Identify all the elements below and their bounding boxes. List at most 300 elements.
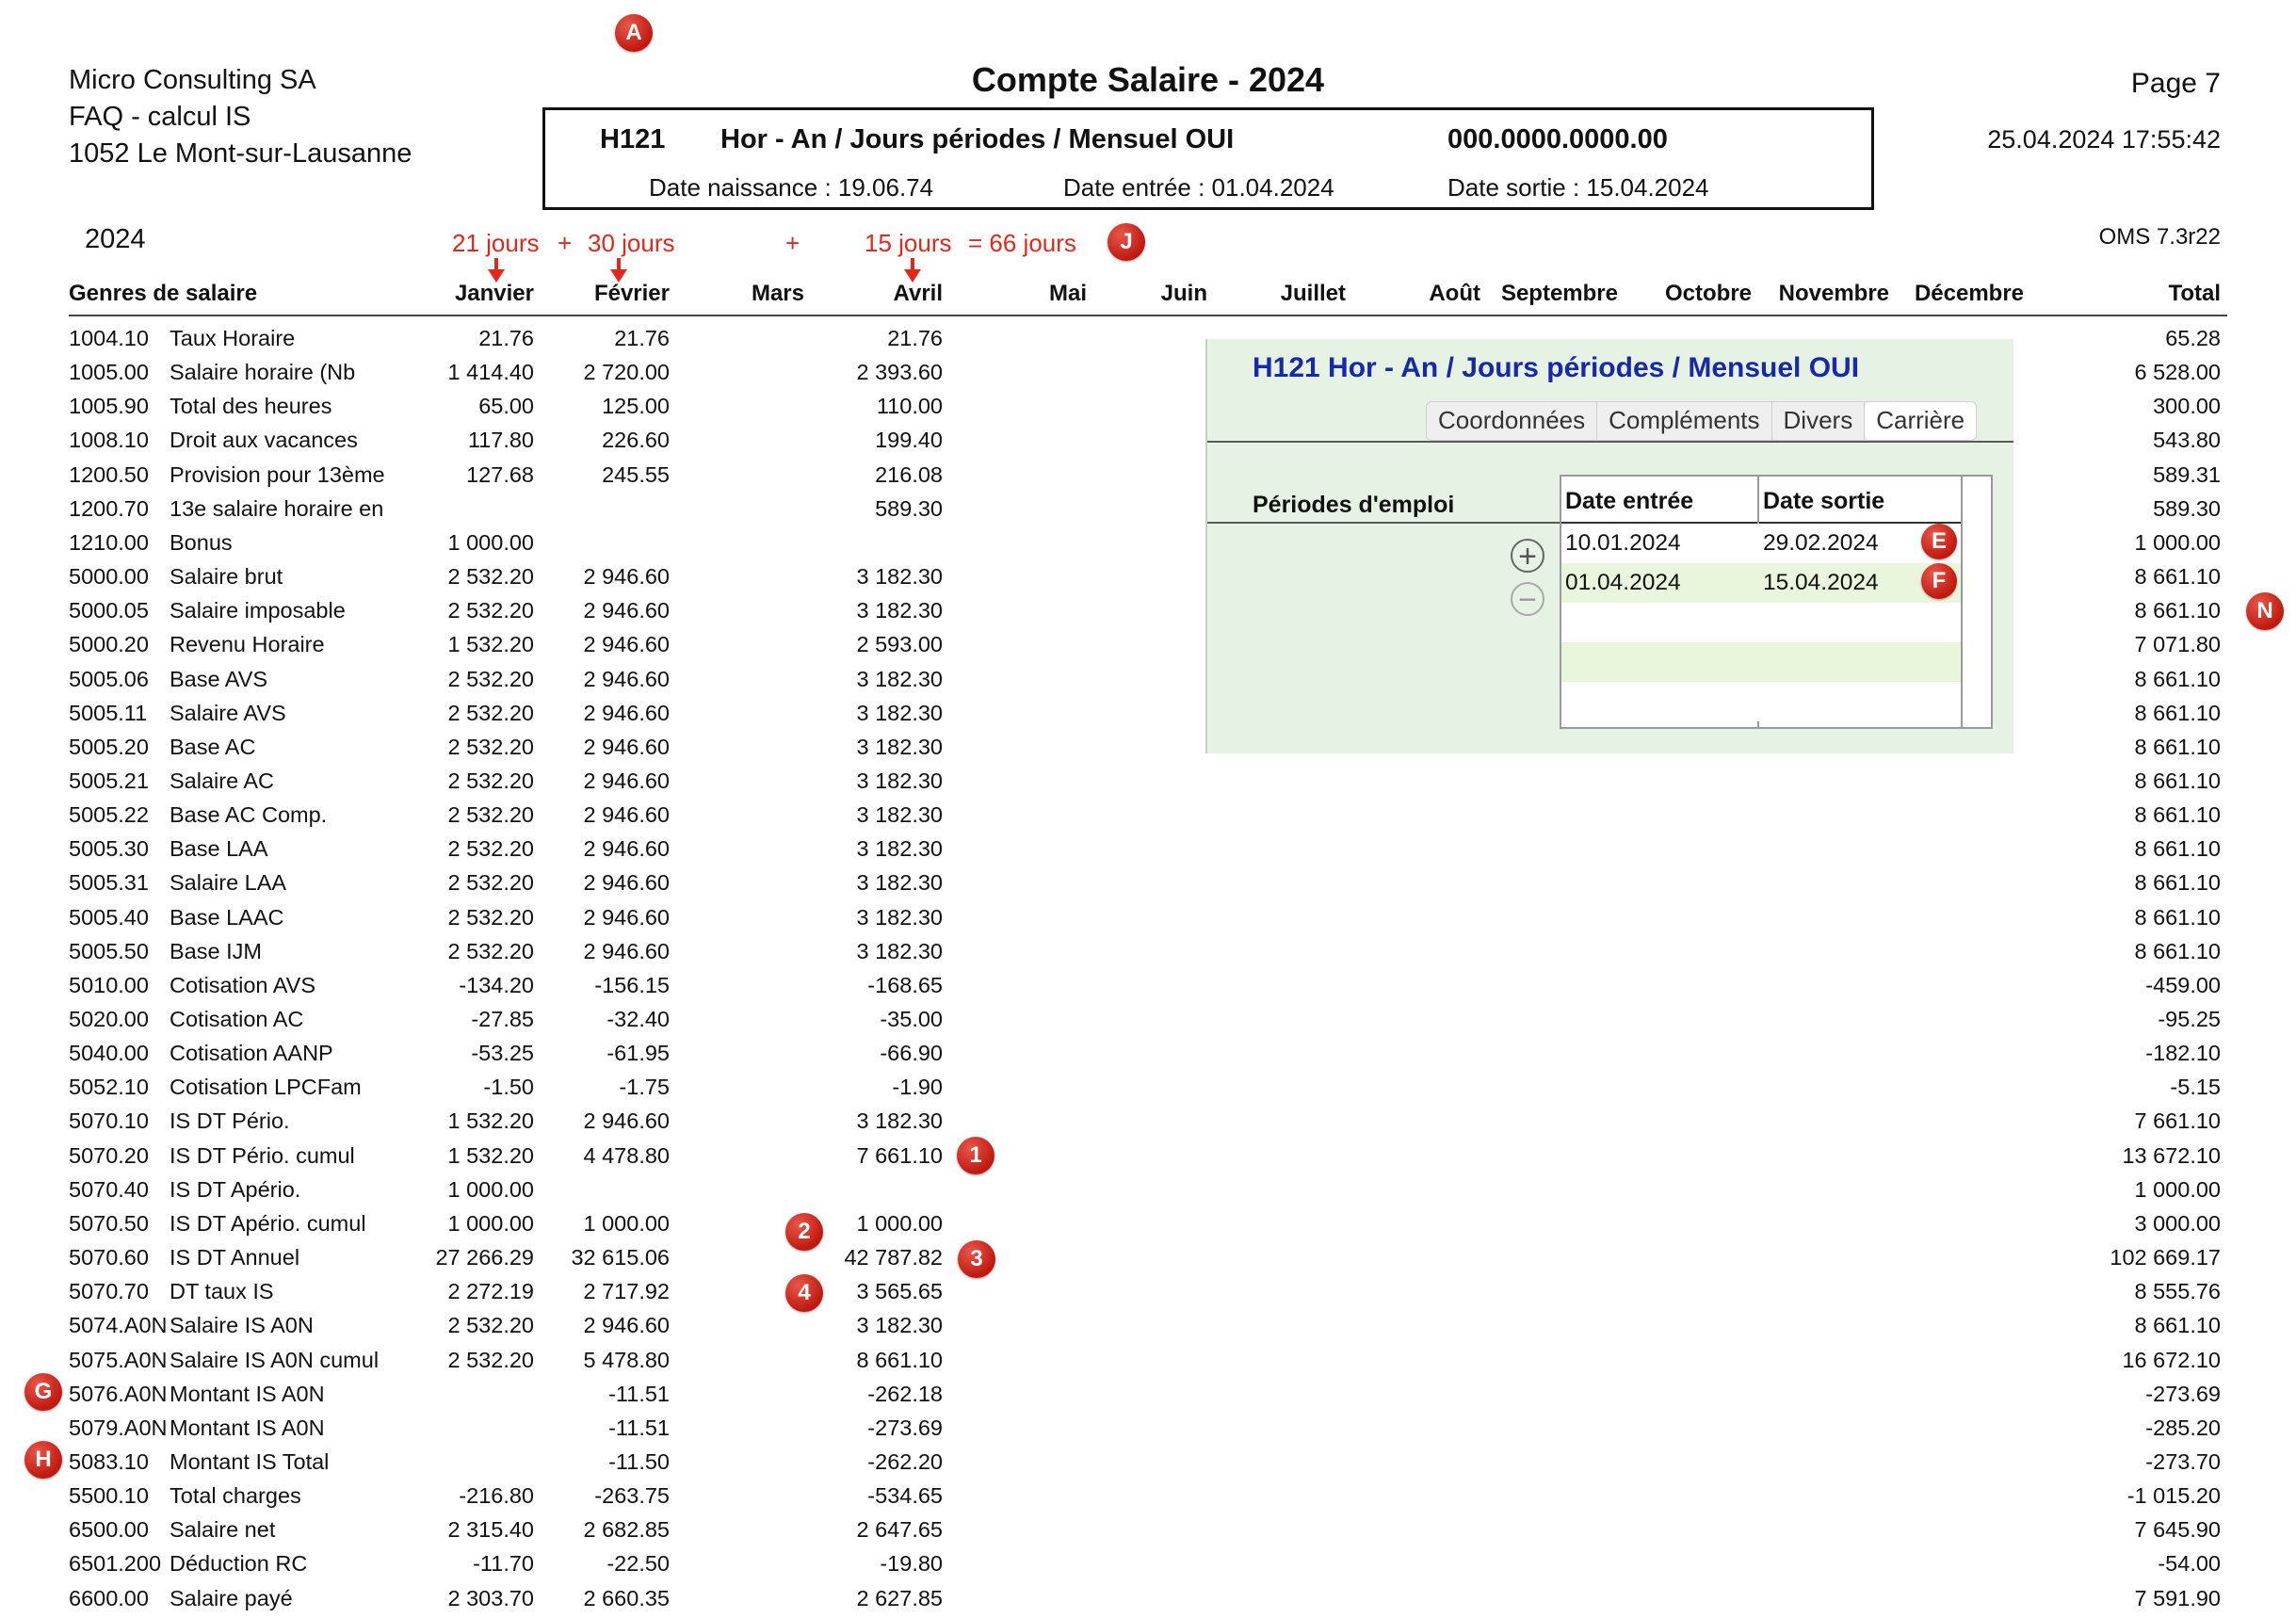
row-jan: 1 000.00	[447, 1210, 534, 1236]
row-jan: -53.25	[471, 1041, 534, 1066]
tab-coordonnees[interactable]: Coordonnées	[1427, 402, 1597, 440]
row-feb: 2 682.85	[583, 1517, 670, 1543]
row-jan: 2 272.19	[447, 1279, 534, 1304]
row-feb: 4 478.80	[583, 1142, 670, 1168]
row-code: 5005.40	[69, 904, 149, 930]
marker-4: 4	[785, 1274, 823, 1312]
row-total: 3 000.00	[2134, 1210, 2221, 1236]
row-label: Base LAA	[170, 836, 268, 862]
row-jan: 2 532.20	[447, 564, 534, 590]
row-total: 543.80	[2153, 428, 2221, 453]
row-label: Base AC	[170, 734, 256, 759]
employee-window	[1205, 339, 2013, 753]
table-row	[0, 1513, 2296, 1546]
report-year: 2024	[85, 224, 146, 254]
row-code: 5020.00	[69, 1007, 149, 1031]
row-code: 5005.20	[69, 734, 149, 759]
employee-description: Hor - An / Jours périodes / Mensuel OUI	[720, 124, 1235, 154]
table-row	[0, 1546, 2296, 1580]
tab-carriere[interactable]: Carrière	[1865, 402, 1976, 440]
row-apr: 2 393.60	[856, 360, 943, 385]
row-feb: 1 000.00	[583, 1210, 670, 1236]
row-feb: 21.76	[614, 326, 670, 350]
company-name: Micro Consulting SA	[69, 65, 316, 95]
row-jan: 117.80	[467, 428, 534, 453]
row-total: 8 661.10	[2134, 564, 2221, 590]
row-code: 6600.00	[69, 1585, 149, 1610]
col-mar: Mars	[751, 281, 804, 306]
row-total: 8 661.10	[2134, 802, 2221, 828]
annotation-plus-1: +	[558, 229, 573, 257]
grid-header-entry: Date entrée	[1561, 477, 1757, 524]
row-feb: 2 946.60	[583, 666, 670, 691]
table-row	[0, 1411, 2296, 1445]
row-code: 5070.20	[69, 1142, 149, 1168]
row-feb: -1.75	[619, 1075, 670, 1100]
row-apr: -19.80	[880, 1551, 943, 1577]
col-total: Total	[2168, 281, 2221, 306]
col-genre: Genres de salaire	[69, 281, 258, 306]
row-total: 7 591.90	[2134, 1585, 2221, 1610]
marker-g: G	[24, 1373, 62, 1411]
row-total: 8 661.10	[2134, 836, 2221, 862]
row-code: 5070.50	[69, 1210, 149, 1236]
employment-periods-label: Périodes d'emploi	[1253, 492, 1455, 518]
row-jan: 1 532.20	[447, 1142, 534, 1168]
table-row	[0, 1274, 2296, 1308]
row-apr: 1 000.00	[856, 1210, 943, 1236]
row-jan: 2 303.70	[447, 1585, 534, 1610]
row-label: IS DT Pério. cumul	[170, 1142, 355, 1168]
table-row	[0, 900, 2296, 934]
marker-e: E	[1921, 524, 1957, 559]
row-apr: 589.30	[875, 495, 943, 521]
row-apr: -262.20	[867, 1448, 943, 1474]
row-feb: 2 946.60	[583, 598, 670, 623]
row-feb: 2 946.60	[583, 836, 670, 862]
table-row	[0, 1139, 2296, 1173]
row-label: Cotisation AANP	[170, 1041, 333, 1066]
row-label: Cotisation AVS	[170, 972, 316, 997]
row-jan: 1 000.00	[447, 529, 534, 555]
row-feb: 2 946.60	[583, 768, 670, 793]
company-address: 1052 Le Mont-sur-Lausanne	[69, 138, 412, 169]
row-feb: 2 946.60	[583, 904, 670, 930]
row-total: 8 661.10	[2134, 666, 2221, 691]
row-jan: 1 414.40	[447, 360, 534, 385]
row-feb: -11.51	[608, 1381, 670, 1406]
software-version: OMS 7.3r22	[2098, 224, 2221, 250]
employee-avs-number: 000.0000.0000.00	[1447, 124, 1668, 154]
row-jan: 127.68	[466, 461, 534, 487]
row-apr: 7 661.10	[856, 1142, 943, 1168]
row-jan: -216.80	[459, 1483, 534, 1509]
col-oct: Octobre	[1664, 281, 1752, 306]
row-feb: 125.00	[602, 394, 670, 419]
row-code: 1004.10	[69, 326, 149, 350]
row-feb: -156.15	[594, 972, 670, 997]
row-label: Salaire AVS	[170, 700, 286, 725]
row-label: Total charges	[170, 1483, 301, 1509]
row-total: 8 555.76	[2134, 1279, 2221, 1304]
row-total: 7 645.90	[2134, 1517, 2221, 1543]
col-jan: Janvier	[454, 281, 534, 306]
birth-date: Date naissance : 19.06.74	[649, 173, 934, 202]
row-jan: 2 532.20	[447, 700, 534, 725]
row-label: Salaire payé	[170, 1585, 293, 1610]
row-apr: 2 627.85	[856, 1585, 943, 1610]
col-feb: Février	[593, 281, 670, 306]
row-code: 5000.00	[69, 564, 149, 590]
row-apr: 8 661.10	[856, 1347, 943, 1372]
row-apr: -1.90	[892, 1075, 943, 1100]
table-row	[0, 1343, 2296, 1377]
row-total: -285.20	[2145, 1415, 2221, 1440]
row-code: 5052.10	[69, 1075, 149, 1100]
row-feb: 2 720.00	[583, 360, 670, 385]
row-feb: -11.50	[608, 1448, 670, 1474]
row-apr: 3 182.30	[856, 768, 943, 793]
annotation-feb-days: 30 jours	[588, 229, 675, 257]
row-code: 5076.A0N	[69, 1381, 168, 1406]
col-aug: Août	[1429, 281, 1480, 306]
row-label: Base IJM	[170, 938, 262, 963]
row-code: 1008.10	[69, 428, 149, 453]
row-jan: 2 532.20	[447, 904, 534, 930]
row-jan: 2 532.20	[447, 734, 534, 759]
row-apr: 42 787.82	[844, 1245, 943, 1270]
row-feb: 2 946.60	[583, 1108, 670, 1134]
row-jan: 2 532.20	[447, 870, 534, 896]
col-jun: Juin	[1160, 281, 1207, 306]
row-total: 8 661.10	[2134, 1313, 2221, 1338]
row-label: IS DT Annuel	[170, 1245, 300, 1270]
row-label: 13e salaire horaire en	[170, 495, 384, 521]
row-code: 5079.A0N	[69, 1415, 168, 1440]
row-feb: 2 946.60	[583, 734, 670, 759]
grid-scroll-separator	[1961, 477, 1963, 727]
row-apr: 21.76	[887, 326, 943, 350]
row-label: Bonus	[170, 529, 233, 555]
period-entry-cell[interactable]: 10.01.2024	[1565, 530, 1681, 556]
table-row	[0, 1377, 2296, 1411]
row-code: 5070.40	[69, 1176, 149, 1202]
row-code: 5083.10	[69, 1448, 149, 1474]
row-total: 13 672.10	[2122, 1142, 2221, 1168]
grid-header-exit: Date sortie	[1759, 477, 1961, 524]
row-apr: -66.90	[880, 1041, 943, 1066]
row-total: 6 528.00	[2134, 360, 2221, 385]
row-apr: 3 182.30	[856, 904, 943, 930]
row-feb: 2 946.60	[583, 1313, 670, 1338]
row-label: Salaire LAA	[170, 870, 287, 896]
row-apr: -262.18	[867, 1381, 943, 1406]
row-label: Base AVS	[170, 666, 268, 691]
table-row	[0, 1479, 2296, 1513]
row-jan: 65.00	[478, 394, 534, 419]
row-apr: 110.00	[876, 394, 943, 419]
table-row	[0, 1002, 2296, 1036]
row-jan: 2 315.40	[447, 1517, 534, 1543]
row-label: Base LAAC	[170, 904, 284, 930]
remove-period-button[interactable]: −	[1511, 582, 1544, 616]
employee-code: H121	[600, 124, 666, 154]
row-total: 102 669.17	[2110, 1245, 2221, 1270]
period-row[interactable]	[1561, 524, 1961, 563]
col-may: Mai	[1048, 281, 1087, 306]
row-code: 5070.10	[69, 1108, 149, 1134]
row-jan: 2 532.20	[447, 768, 534, 793]
row-apr: 2 647.65	[856, 1517, 943, 1543]
col-dec: Décembre	[1914, 281, 2024, 306]
row-label: Cotisation AC	[170, 1007, 304, 1031]
row-apr: 3 182.30	[856, 938, 943, 963]
row-feb: 2 946.60	[583, 938, 670, 963]
row-code: 1200.70	[69, 495, 149, 521]
exit-date: Date sortie : 15.04.2024	[1447, 173, 1709, 202]
table-row	[0, 832, 2296, 866]
row-code: 1005.00	[69, 360, 149, 385]
row-feb: 2 946.60	[583, 632, 670, 657]
add-period-button[interactable]: +	[1511, 539, 1544, 573]
row-label: Montant IS A0N	[170, 1415, 325, 1440]
row-feb: -22.50	[606, 1551, 670, 1577]
row-code: 5005.11	[69, 700, 148, 725]
row-apr: 3 182.30	[856, 870, 943, 896]
row-jan: -134.20	[459, 972, 534, 997]
tab-bar	[1426, 401, 1977, 441]
row-code: 6501.200	[69, 1551, 162, 1577]
marker-2: 2	[785, 1213, 823, 1251]
row-total: 8 661.10	[2134, 904, 2221, 930]
row-label: Base AC Comp.	[170, 802, 328, 828]
page-number: Page 7	[2130, 68, 2221, 99]
row-total: -273.70	[2145, 1448, 2221, 1474]
row-label: Montant IS Total	[170, 1448, 330, 1474]
row-total: 1 000.00	[2134, 1176, 2221, 1202]
row-apr: 3 182.30	[856, 598, 943, 623]
marker-a: A	[615, 14, 653, 52]
row-apr: 3 182.30	[856, 700, 943, 725]
row-label: Salaire horaire (Nb	[170, 360, 356, 385]
row-apr: -168.65	[867, 972, 943, 997]
period-row[interactable]	[1561, 563, 1961, 603]
row-apr: 3 182.30	[856, 802, 943, 828]
annotation-total-days: = 66 jours	[968, 229, 1076, 257]
row-label: IS DT Apério.	[170, 1176, 301, 1202]
period-exit-cell[interactable]: 15.04.2024	[1763, 570, 1879, 595]
row-label: Taux Horaire	[170, 326, 296, 350]
row-code: 6500.00	[69, 1517, 149, 1543]
period-entry-cell[interactable]: 01.04.2024	[1565, 570, 1681, 595]
row-feb: -32.40	[606, 1007, 670, 1031]
table-row	[0, 934, 2296, 968]
table-row	[0, 1206, 2296, 1240]
row-total: 7 661.10	[2134, 1108, 2221, 1134]
row-feb: 2 946.60	[583, 564, 670, 590]
table-row	[0, 968, 2296, 1002]
row-jan: 1 532.20	[447, 632, 534, 657]
row-label: Salaire imposable	[170, 598, 346, 623]
row-jan: 27 266.29	[435, 1245, 534, 1270]
marker-1: 1	[957, 1137, 994, 1174]
window-title: H121 Hor - An / Jours périodes / Mensuel OUI	[1253, 352, 1860, 383]
row-total: 300.00	[2153, 394, 2221, 419]
marker-3: 3	[958, 1240, 995, 1278]
row-total: 8 661.10	[2134, 700, 2221, 725]
row-label: Cotisation LPCFam	[170, 1075, 362, 1100]
row-apr: 199.40	[875, 428, 943, 453]
table-row	[0, 1240, 2296, 1274]
row-code: 5000.20	[69, 632, 149, 657]
company-subtitle: FAQ - calcul IS	[69, 102, 251, 132]
row-total: -459.00	[2145, 972, 2221, 997]
row-total: -54.00	[2158, 1551, 2221, 1577]
row-total: 589.30	[2153, 495, 2221, 521]
table-row	[0, 1173, 2296, 1206]
marker-h: H	[24, 1441, 62, 1479]
row-label: IS DT Apério. cumul	[170, 1210, 366, 1236]
report-title: Compte Salaire - 2024	[971, 60, 1325, 99]
employee-header-box	[542, 107, 1874, 210]
row-code: 5005.31	[69, 870, 149, 896]
col-apr: Avril	[893, 281, 943, 306]
row-code: 5070.60	[69, 1245, 149, 1270]
row-total: 8 661.10	[2134, 734, 2221, 759]
period-exit-cell[interactable]: 29.02.2024	[1763, 530, 1879, 556]
row-total: 8 661.10	[2134, 938, 2221, 963]
row-code: 5005.50	[69, 938, 149, 963]
row-feb: 32 615.06	[571, 1245, 670, 1270]
table-row	[0, 1070, 2296, 1104]
col-nov: Novembre	[1778, 281, 1889, 306]
row-feb: 2 946.60	[583, 802, 670, 828]
annotation-plus-2: +	[785, 229, 800, 257]
row-code: 5074.A0N	[69, 1313, 168, 1338]
row-jan: 2 532.20	[447, 802, 534, 828]
row-total: 8 661.10	[2134, 598, 2221, 623]
table-row	[0, 1581, 2296, 1615]
row-total: -5.15	[2170, 1075, 2221, 1100]
row-jan: 1 532.20	[447, 1108, 534, 1134]
row-code: 5005.22	[69, 802, 149, 828]
table-row	[0, 1104, 2296, 1138]
row-jan: 2 532.20	[447, 1313, 534, 1338]
table-row	[0, 798, 2296, 832]
marker-n: N	[2246, 592, 2284, 630]
row-apr: 3 182.30	[856, 666, 943, 691]
row-apr: 2 593.00	[856, 632, 943, 657]
row-total: 8 661.10	[2134, 768, 2221, 793]
row-feb: -61.95	[606, 1041, 670, 1066]
row-label: Provision pour 13ème	[170, 461, 385, 487]
col-jul: Juillet	[1280, 281, 1346, 306]
row-code: 5005.06	[69, 666, 149, 691]
row-code: 5005.30	[69, 836, 149, 862]
empty-row[interactable]	[1561, 603, 1961, 642]
row-jan: -11.70	[473, 1551, 534, 1577]
row-jan: 2 532.20	[447, 598, 534, 623]
row-apr: 3 182.30	[856, 1108, 943, 1134]
row-label: DT taux IS	[170, 1279, 274, 1304]
row-jan: 2 532.20	[447, 666, 534, 691]
row-total: -273.69	[2145, 1381, 2221, 1406]
marker-f: F	[1921, 563, 1957, 599]
row-label: Salaire IS A0N	[170, 1313, 314, 1338]
row-total: 16 672.10	[2122, 1347, 2221, 1372]
table-row	[0, 764, 2296, 798]
row-label: Salaire IS A0N cumul	[170, 1347, 380, 1372]
table-row	[0, 1036, 2296, 1070]
row-apr: 216.08	[875, 461, 943, 487]
tab-divers[interactable]: Divers	[1772, 402, 1866, 440]
row-label: Total des heures	[170, 394, 332, 419]
annotation-apr-days: 15 jours	[865, 229, 952, 257]
row-code: 5010.00	[69, 972, 149, 997]
row-jan: 2 532.20	[447, 1347, 534, 1372]
row-total: 65.28	[2165, 326, 2221, 350]
row-total: -95.25	[2158, 1007, 2221, 1031]
row-apr: -534.65	[867, 1483, 943, 1509]
table-row	[0, 1308, 2296, 1342]
row-feb: -11.51	[608, 1415, 670, 1440]
row-code: 5500.10	[69, 1483, 149, 1509]
row-jan: 2 532.20	[447, 836, 534, 862]
row-feb: 226.60	[602, 428, 670, 453]
row-label: Déduction RC	[170, 1551, 308, 1577]
tab-underline	[1207, 441, 2013, 443]
row-code: 5075.A0N	[69, 1347, 168, 1372]
row-apr: -273.69	[867, 1415, 943, 1440]
row-feb: 2 946.60	[583, 700, 670, 725]
row-total: -1 015.20	[2126, 1483, 2221, 1509]
empty-row[interactable]	[1561, 682, 1961, 721]
row-feb: 2 717.92	[583, 1279, 670, 1304]
row-jan: 21.76	[478, 326, 534, 350]
table-row	[0, 866, 2296, 899]
section-underline	[1207, 522, 1576, 524]
table-row	[0, 1445, 2296, 1479]
empty-row[interactable]	[1561, 642, 1961, 682]
header-rule	[69, 315, 2227, 316]
row-code: 5040.00	[69, 1041, 149, 1066]
marker-j: J	[1108, 223, 1145, 261]
row-code: 5005.21	[69, 768, 149, 793]
row-feb: 245.55	[602, 461, 670, 487]
row-jan: -27.85	[471, 1007, 534, 1031]
row-jan: -1.50	[483, 1075, 534, 1100]
row-code: 5000.05	[69, 598, 149, 623]
row-feb: 2 946.60	[583, 870, 670, 896]
row-total: 589.31	[2153, 461, 2221, 487]
row-apr: 3 182.30	[856, 564, 943, 590]
row-total: 8 661.10	[2134, 870, 2221, 896]
row-jan: 1 000.00	[447, 1176, 534, 1202]
row-label: Montant IS A0N	[170, 1381, 325, 1406]
row-total: 1 000.00	[2134, 529, 2221, 555]
row-code: 1200.50	[69, 461, 149, 487]
row-total: 7 071.80	[2134, 632, 2221, 657]
row-apr: 3 182.30	[856, 734, 943, 759]
tab-complements[interactable]: Compléments	[1597, 402, 1771, 440]
annotation-jan-days: 21 jours	[452, 229, 540, 257]
entry-date: Date entrée : 01.04.2024	[1063, 173, 1334, 202]
row-label: Revenu Horaire	[170, 632, 325, 657]
row-feb: 2 660.35	[583, 1585, 670, 1610]
row-label: Droit aux vacances	[170, 428, 358, 453]
periods-grid	[1560, 475, 1993, 729]
col-sep: Septembre	[1500, 281, 1618, 306]
